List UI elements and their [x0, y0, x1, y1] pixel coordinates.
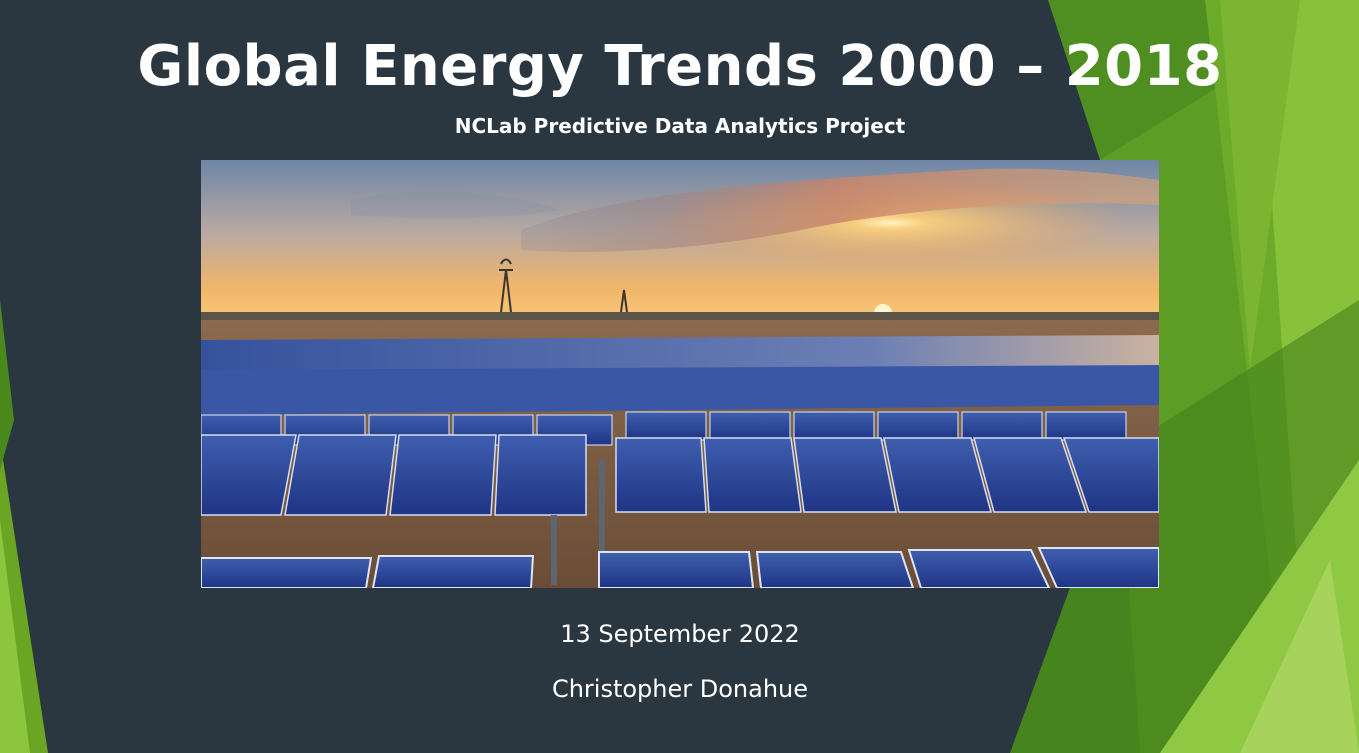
slide-title: Global Energy Trends 2000 – 2018 — [137, 34, 1223, 99]
facet-shape — [0, 300, 14, 470]
presenter-name: Christopher Donahue — [551, 675, 809, 703]
slide-subtitle: NCLab Predictive Data Analytics Project — [454, 114, 906, 138]
solar-farm-photo — [201, 160, 1159, 588]
presentation-date: 13 September 2022 — [560, 620, 800, 648]
